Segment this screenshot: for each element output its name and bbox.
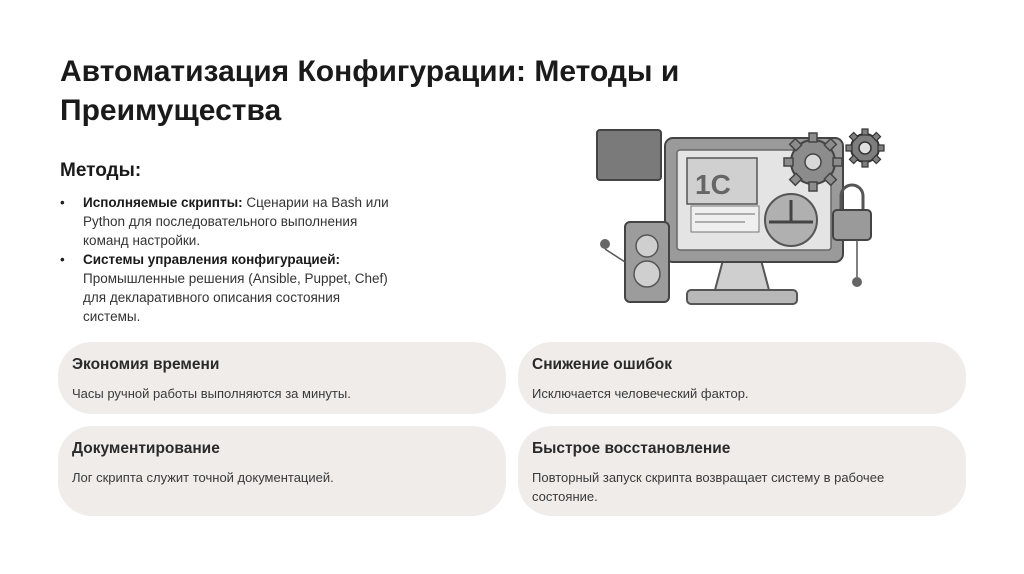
computer-gears-illustration [595,122,885,312]
benefit-text: Повторный запуск скрипта возвращает систему в рабочее состояние. [532,470,885,504]
benefit-card-docs [58,426,506,516]
method-label: Системы управления конфигурацией: [83,252,340,267]
method-text: Сценарии на Bash или Python для последовательного выполнения команд настройки. [83,195,389,248]
benefit-text: Часы ручной работы выполняются за минуты. [72,386,351,401]
benefit-text: Лог скрипта служит точной документацией. [72,470,334,485]
list-item [60,193,390,250]
benefit-card-errors [518,342,966,414]
benefit-text: Исключается человеческий фактор. [532,386,749,401]
benefit-title: Снижение ошибок [532,356,673,373]
logo-1c-text: 1С [695,169,731,200]
method-text: Промышленные решения (Ansible, Puppet, Chef) для декларативного описания состояния системы. [83,271,388,324]
benefit-title: Экономия времени [72,356,220,373]
methods-heading: Методы: [60,160,142,181]
method-label: Исполняемые скрипты: [83,195,243,210]
methods-list [60,193,390,326]
benefit-card-recovery [518,426,966,516]
benefit-title: Быстрое восстановление [532,440,731,457]
benefit-title: Документирование [72,440,220,457]
page-title: Автоматизация Конфигурации: Методы и Преимущества [60,55,680,127]
benefit-card-time [58,342,506,414]
list-item [60,250,390,326]
